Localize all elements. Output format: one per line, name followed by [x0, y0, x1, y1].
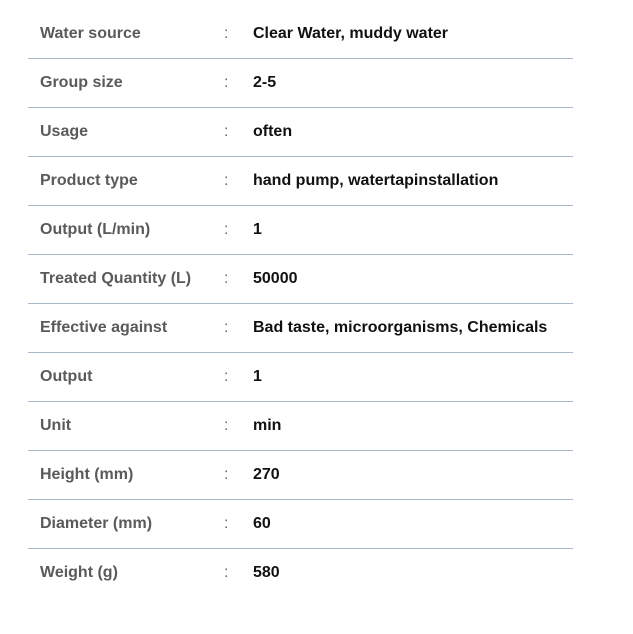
spec-row-water-source — [28, 10, 573, 59]
spec-row-diameter — [28, 500, 573, 549]
spec-separator: : — [224, 172, 229, 189]
spec-value: 50000 — [253, 270, 298, 287]
spec-value: hand pump, watertapinstallation — [253, 172, 499, 189]
spec-label: Unit — [40, 417, 72, 434]
spec-row-treated-quantity — [28, 255, 573, 304]
spec-separator: : — [224, 74, 229, 91]
spec-label: Effective against — [40, 319, 168, 336]
spec-separator: : — [224, 564, 229, 581]
spec-row-weight — [28, 549, 573, 597]
spec-separator: : — [224, 368, 229, 385]
spec-row-usage — [28, 108, 573, 157]
spec-separator: : — [224, 270, 229, 287]
spec-label: Output — [40, 368, 93, 385]
spec-row-unit — [28, 402, 573, 451]
spec-label: Usage — [40, 123, 89, 140]
spec-separator: : — [224, 25, 229, 42]
spec-value: often — [253, 123, 293, 140]
spec-row-height — [28, 451, 573, 500]
spec-separator: : — [224, 319, 229, 336]
spec-value: 580 — [253, 564, 280, 581]
spec-table — [28, 10, 573, 597]
spec-value: 60 — [253, 515, 271, 532]
spec-separator: : — [224, 417, 229, 434]
spec-value: 2-5 — [253, 74, 277, 91]
spec-separator: : — [224, 466, 229, 483]
spec-value: 270 — [253, 466, 280, 483]
spec-separator: : — [224, 515, 229, 532]
spec-value: Clear Water, muddy water — [253, 25, 449, 42]
spec-row-product-type — [28, 157, 573, 206]
spec-label: Product type — [40, 172, 138, 189]
spec-row-output-l-min — [28, 206, 573, 255]
spec-label: Treated Quantity (L) — [40, 270, 192, 287]
spec-value: Bad taste, microorganisms, Chemicals — [253, 319, 548, 336]
spec-row-output — [28, 353, 573, 402]
spec-value: 1 — [253, 221, 262, 238]
spec-label: Group size — [40, 74, 123, 91]
spec-label: Height (mm) — [40, 466, 134, 483]
spec-label: Diameter (mm) — [40, 515, 153, 532]
spec-separator: : — [224, 123, 229, 140]
spec-label: Water source — [40, 25, 141, 42]
spec-value: min — [253, 417, 282, 434]
spec-row-group-size — [28, 59, 573, 108]
spec-value: 1 — [253, 368, 262, 385]
spec-row-effective-against — [28, 304, 573, 353]
spec-label: Weight (g) — [40, 564, 118, 581]
spec-separator: : — [224, 221, 229, 238]
spec-label: Output (L/min) — [40, 221, 151, 238]
